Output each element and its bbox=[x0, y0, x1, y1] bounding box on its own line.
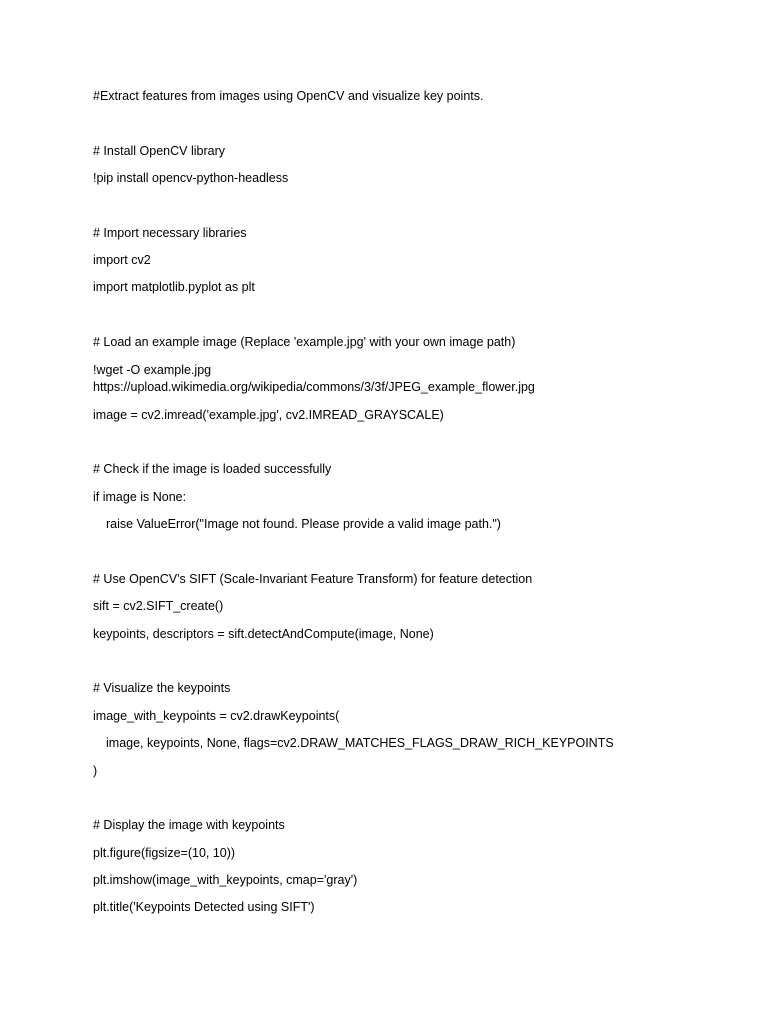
code-line-imshow: plt.imshow(image_with_keypoints, cmap='gray') bbox=[93, 873, 358, 887]
code-line-sift-create: sift = cv2.SIFT_create() bbox=[93, 599, 224, 613]
code-line-draw-args: image, keypoints, None, flags=cv2.DRAW_MATCHES_FLAGS_DRAW_RICH_KEYPOINTS bbox=[106, 736, 614, 750]
code-line-pip-install: !pip install opencv-python-headless bbox=[93, 171, 289, 185]
code-line-figure: plt.figure(figsize=(10, 10)) bbox=[93, 846, 236, 860]
code-line-wget: !wget -O example.jpg bbox=[93, 363, 212, 377]
comment-check-loaded: # Check if the image is loaded successfully bbox=[93, 462, 332, 476]
code-line-import-cv2: import cv2 bbox=[93, 253, 151, 267]
comment-display: # Display the image with keypoints bbox=[93, 818, 285, 832]
code-line-draw-keypoints: image_with_keypoints = cv2.drawKeypoints( bbox=[93, 709, 340, 723]
comment-import: # Import necessary libraries bbox=[93, 226, 247, 240]
code-line-title: plt.title('Keypoints Detected using SIFT') bbox=[93, 900, 315, 914]
code-line-imread: image = cv2.imread('example.jpg', cv2.IMREAD_GRAYSCALE) bbox=[93, 408, 444, 422]
comment-install: # Install OpenCV library bbox=[93, 144, 226, 158]
code-line-raise: raise ValueError("Image not found. Please provide a valid image path.") bbox=[106, 517, 501, 531]
code-line-if-none: if image is None: bbox=[93, 490, 187, 504]
heading-comment: #Extract features from images using OpenCV and visualize key points. bbox=[93, 89, 484, 103]
code-line-close-paren: ) bbox=[93, 764, 98, 778]
comment-load-image: # Load an example image (Replace 'example.jpg' with your own image path) bbox=[93, 335, 516, 349]
comment-sift: # Use OpenCV's SIFT (Scale-Invariant Feature Transform) for feature detection bbox=[93, 572, 533, 586]
code-line-import-plt: import matplotlib.pyplot as plt bbox=[93, 280, 255, 294]
code-line-url: https://upload.wikimedia.org/wikipedia/commons/3/3f/JPEG_example_flower.jpg bbox=[93, 380, 535, 394]
comment-visualize: # Visualize the keypoints bbox=[93, 681, 231, 695]
code-line-detect-compute: keypoints, descriptors = sift.detectAndCompute(image, None) bbox=[93, 627, 434, 641]
